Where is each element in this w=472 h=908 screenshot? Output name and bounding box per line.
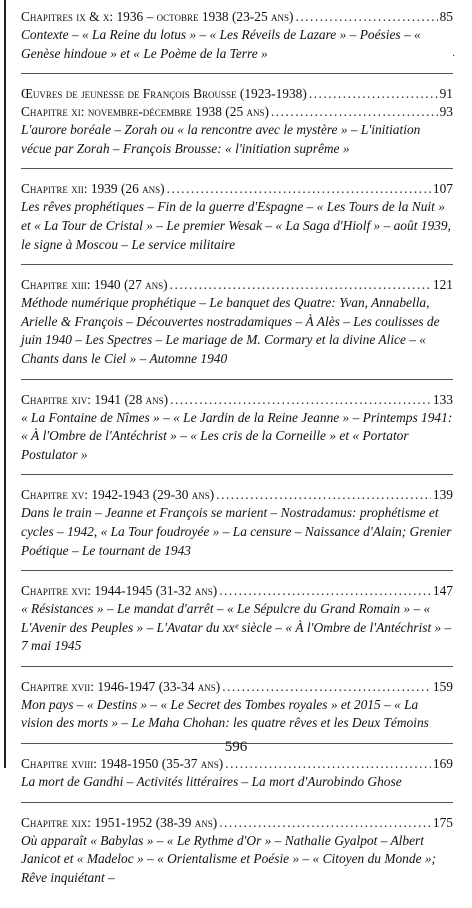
- dot-leader: [222, 678, 431, 696]
- toc-entry: [21, 85, 453, 103]
- toc-entry: [21, 678, 453, 744]
- chapter-page: 147: [432, 583, 453, 599]
- chapter-page: 107: [432, 181, 453, 197]
- chapter-summary: Dans le train – Jeanne et François se marient – Nostradamus: prophétisme et cycles – 1942, « La Tour foudroyée » – La censure – Naissance d'Alain; Grenier Poétique – Le tournant de 1943: [21, 505, 452, 558]
- chapter-heading: [21, 391, 453, 409]
- chapter-heading: [21, 678, 453, 696]
- chapter-heading: [21, 85, 453, 103]
- toc-entry: [21, 391, 453, 476]
- chapter-title: Chapitres ix & x: 1936 – octobre 1938 (23-25 ans): [21, 9, 294, 24]
- chapter-title: Chapitre xiii: 1940 (27 ans): [21, 277, 168, 293]
- toc-entry: [21, 755, 453, 803]
- chapter-page: 169: [432, 756, 453, 772]
- dot-leader: [295, 8, 437, 26]
- chapter-heading: [21, 8, 453, 26]
- toc-entry: [21, 180, 453, 265]
- toc-entry: [21, 276, 453, 379]
- chapter-page: 93: [439, 104, 453, 120]
- chapter-summary: L'aurore boréale – Zorah ou « la rencontre avec le mystère » – L'initiation vécue par Zorah – François Brousse: « l'initiation suprême »: [21, 122, 421, 156]
- toc-entry: [21, 582, 453, 667]
- toc-entry: [21, 8, 456, 74]
- chapter-title: Chapitre xv: 1942-1943 (29-30 ans): [21, 487, 215, 503]
- chapter-page: 133: [432, 391, 453, 407]
- chapter-heading: [21, 814, 453, 832]
- chapter-title: Œuvres de jeunesse de François Brousse (1923-1938): [21, 86, 307, 102]
- chapter-title: Chapitre xiv: 1941 (28 ans): [21, 391, 169, 407]
- chapter-title: Chapitre xviii: 1948-1950 (35-37 ans): [21, 756, 224, 772]
- page-edge-rule: [4, 0, 6, 768]
- dot-leader: [309, 85, 438, 103]
- chapter-summary: La mort de Gandhi – Activités littéraires – La mort d'Aurobindo Ghose: [21, 774, 402, 790]
- toc-entry: [21, 103, 453, 169]
- chapter-heading: [21, 486, 453, 504]
- dot-leader: [219, 814, 431, 832]
- dot-leader: [216, 486, 431, 504]
- chapter-summary: Les rêves prophétiques – Fin de la guerre d'Espagne – « Les Tours de la Nuit » et « La Tour de Cristal » – Le premier Wesak – « La Saga d'Hiolf » – août 1939, le signe à Moscou – Le service militaire: [21, 199, 451, 252]
- chapter-heading: [21, 755, 453, 773]
- dot-leader: [170, 276, 431, 294]
- toc-entry: [21, 814, 453, 898]
- chapter-page: 91: [439, 86, 453, 102]
- chapter-summary: Où apparaît « Babylas » – « Le Rythme d'Or » – Nathalie Gyalpot – Albert Janicot et « Madeloc » – « Orientalisme et Poésie » – « Citoyen du Monde »; Rêve inquiétant –: [21, 832, 437, 885]
- dot-leader: [167, 180, 431, 198]
- chapter-title: Chapitre xix: 1951-1952 (38-39 ans): [21, 814, 218, 830]
- chapter-summary: « La Fontaine de Nîmes » – « Le Jardin de la Reine Jeanne » – Printemps 1941: « À l'Ombre de l'Antéchrist » – « Les cris de la Corneille » et « Portator Postulator »: [21, 409, 453, 462]
- dot-leader: [219, 582, 431, 600]
- chapter-summary: Méthode numérique prophétique – Le banquet des Quatre: Yvan, Annabella, Arielle & François – Découvertes nostradamiques – À Alès – Les coulisses de juin 1940 – Les Spectres – Le mariage de M. Cormary et la divine Alice – « Chants dans le Ciel » – Automne 1940: [21, 295, 440, 366]
- chapter-heading: [21, 103, 453, 121]
- margin-mark: ·: [452, 51, 456, 62]
- chapter-heading: [21, 582, 453, 600]
- dot-leader: [225, 755, 431, 773]
- chapter-title: Chapitre xvii: 1946-1947 (33-34 ans): [21, 678, 221, 694]
- chapter-title: Chapitre xi: novembre-décembre 1938 (25 ans): [21, 104, 269, 120]
- chapter-page: 85: [439, 9, 453, 24]
- chapter-summary: Contexte – « La Reine du lotus » – « Les Réveils de Lazare » – Poésies – « Genèse hindoue » et « Le Poème de la Terre »: [21, 27, 421, 61]
- table-of-contents: [21, 8, 456, 908]
- chapter-heading: [21, 276, 453, 294]
- chapter-page: 175: [432, 814, 453, 830]
- dot-leader: [170, 391, 431, 409]
- chapter-page: 159: [432, 678, 453, 694]
- chapter-summary: Mon pays – « Destins » – « Le Secret des Tombes royales » et 2015 – « La vision des morts » – Le Maha Chohan: les quatre rêves et les Deux Témoins: [21, 696, 429, 731]
- toc-entry: [21, 486, 453, 571]
- page-number: 596: [224, 739, 248, 755]
- chapter-heading: [21, 180, 453, 198]
- chapter-title: Chapitre xii: 1939 (26 ans): [21, 181, 165, 197]
- chapter-page: 139: [432, 487, 453, 503]
- dot-leader: [271, 103, 438, 121]
- chapter-page: 121: [432, 277, 453, 293]
- chapter-title: Chapitre xvi: 1944-1945 (31-32 ans): [21, 583, 218, 599]
- chapter-summary: « Résistances » – Le mandat d'arrêt – « Le Sépulcre du Grand Romain » – « L'Avenir des Peuples » – L'Avatar du xxᵉ siècle – « À l'Ombre de l'Antéchrist » – 7 mai 1945: [21, 601, 452, 654]
